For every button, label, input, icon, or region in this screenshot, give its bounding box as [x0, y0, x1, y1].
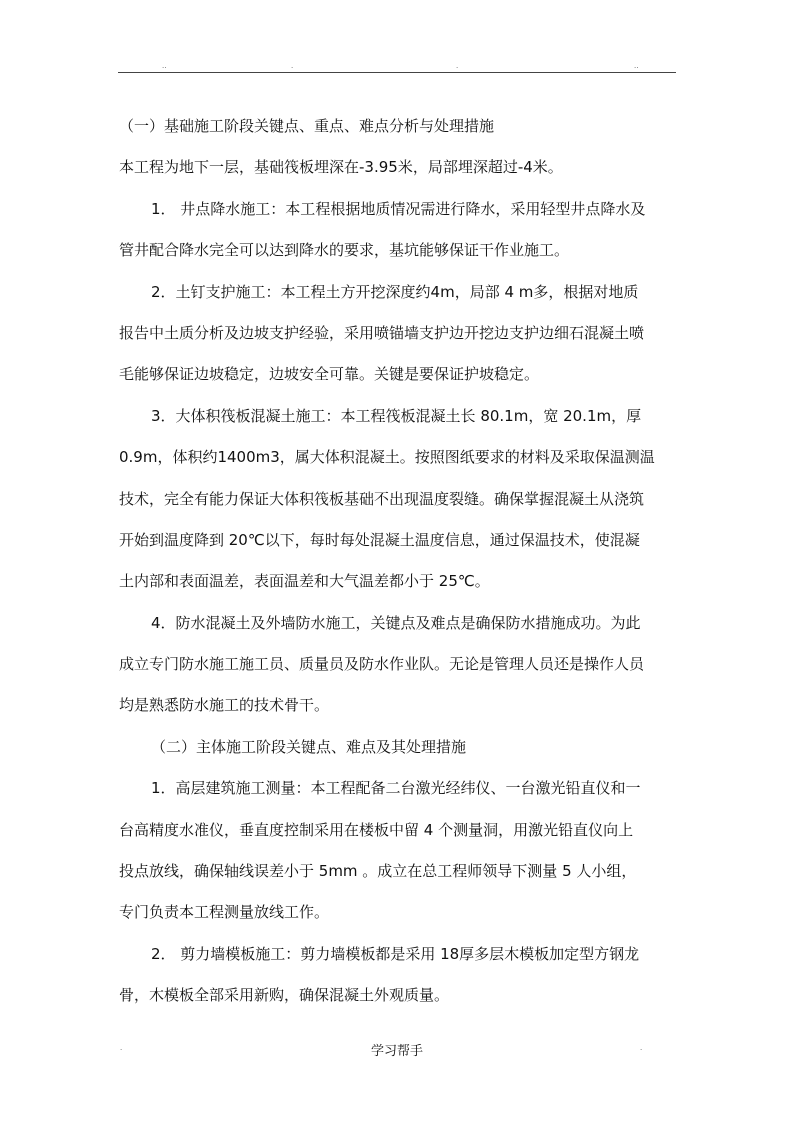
text-line: 1．高层建筑施工测量：本工程配备二台激光经纬仪、一台激光铅直仪和一: [151, 779, 641, 798]
text-line: 0.9m，体积约1400m3，属大体积混凝土。按照图纸要求的材料及采取保温测温: [119, 448, 655, 467]
text-line: 报告中土质分析及边坡支护经验，采用喷锚墙支护边开挖边支护边细石混凝土喷: [119, 323, 645, 342]
page-header: [0, 62, 794, 72]
text-line: 毛能够保证边坡稳定，边坡安全可靠。关键是要保证护坡稳定。: [119, 365, 540, 384]
text-line: （一）基础施工阶段关键点、重点、难点分析与处理措施: [119, 117, 495, 135]
header-dot: .: [291, 62, 294, 70]
text-line: 投点放线，确保轴线误差小于 5mm 。成立在总工程师领导下测量 5 人小组，: [119, 862, 637, 881]
text-line: 1． 井点降水施工：本工程根据地质情况需进行降水，采用轻型井点降水及: [151, 199, 646, 218]
footer-dot-right: .: [640, 1044, 643, 1052]
header-dot: ..: [162, 62, 167, 70]
header-dot: .: [456, 62, 459, 70]
footer-text: 学习帮手: [370, 1044, 423, 1059]
text-line: 2． 剪力墙模板施工：剪力墙模板都是采用 18厚多层木模板加定型方钢龙: [151, 944, 640, 963]
text-line: 均是熟悉防水施工的技术骨干。: [119, 696, 330, 715]
text-line: 台高精度水准仪，垂直度控制采用在楼板中留 4 个测量洞，用激光铅直仪向上: [119, 820, 634, 839]
text-line: （二）主体施工阶段关键点、难点及其处理措施: [151, 737, 467, 756]
text-line: 3．大体积筏板混凝土施工：本工程筏板混凝土长 80.1m，宽 20.1m，厚: [151, 406, 642, 425]
text-line: 本工程为地下一层，基础筏板埋深在-3.95米，局部埋深超过-4米。: [119, 158, 563, 177]
document-body: [119, 106, 679, 1017]
text-line: 土内部和表面温差，表面温差和大气温差都小于 25℃。: [119, 572, 490, 591]
footer-dot-left: .: [120, 1044, 123, 1052]
text-line: 技术，完全有能力保证大体积筏板基础不出现温度裂缝。确保掌握混凝土从浇筑: [119, 489, 645, 508]
text-line: 成立专门防水施工施工员、质量员及防水作业队。无论是管理人员还是操作人员: [119, 655, 645, 674]
text-line: 4．防水混凝土及外墙防水施工，关键点及难点是确保防水措施成功。为此: [151, 613, 641, 632]
text-line: 专门负责本工程测量放线工作。: [119, 903, 330, 922]
header-dot: ..: [634, 62, 639, 70]
text-line: 骨，木模板全部采用新购，确保混凝土外观质量。: [119, 986, 450, 1005]
header-divider: [118, 72, 676, 73]
text-line: 管井配合降水完全可以达到降水的要求，基坑能够保证干作业施工。: [119, 241, 570, 260]
text-line: 2．土钉支护施工：本工程土方开挖深度约4m，局部 4 m多，根据对地质: [151, 282, 639, 301]
text-line: 开始到温度降到 20℃以下，每时每处混凝土温度信息，通过保温技术，使混凝: [119, 530, 640, 549]
page-footer: [0, 1040, 794, 1070]
